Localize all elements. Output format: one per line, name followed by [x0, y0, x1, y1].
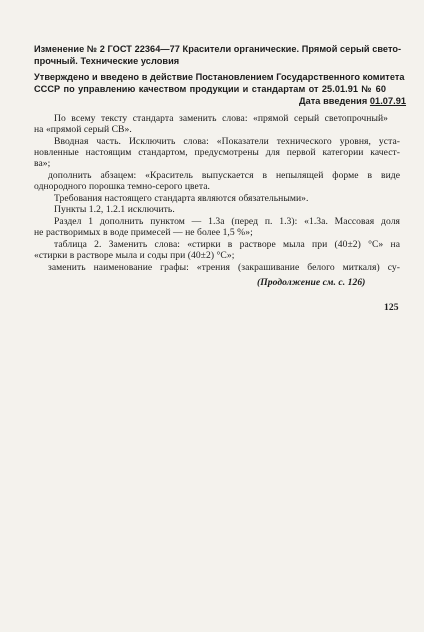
body-line: заменить наименование графы: «трения (закрашивание белого миткаля) су-	[48, 262, 400, 273]
body-line: Пункты 1.2, 1.2.1 исключить.	[54, 204, 175, 215]
body-line: однородного порошка темно-серого цвета.	[34, 181, 210, 192]
body-line: новленные настоящим стандартом, предусмотрены для первой категории качест-	[34, 147, 400, 158]
change-title-line-2: прочный. Технические условия	[34, 56, 180, 66]
body-line: не растворимых в воде примесей — не более 1,5 %»;	[34, 227, 253, 238]
body-line: «стирки в растворе мыла и соды при (40±2) °С»;	[34, 250, 235, 261]
body-line: Раздел 1 дополнить пунктом — 1.3а (перед п. 1.3): «1.3а. Массовая доля	[54, 216, 400, 227]
effective-date	[299, 96, 406, 107]
body-line: ва»;	[34, 158, 51, 169]
body-line: По всему тексту стандарта заменить слова: «прямой серый светопрочный»	[54, 113, 388, 124]
body-line: таблица 2. Заменить слова: «стирки в растворе мыла при (40±2) °С» на	[54, 239, 400, 250]
page-number: 125	[384, 302, 399, 313]
effective-date-value: 01.07.91	[369, 96, 407, 106]
change-title-line-1: Изменение № 2 ГОСТ 22364—77 Красители органические. Прямой серый свето-	[34, 44, 402, 54]
body-line: Требования настоящего стандарта являются обязательными».	[54, 193, 309, 204]
body-line: Вводная часть. Исключить слова: «Показатели технического уровня, уста-	[54, 136, 400, 147]
body-line: дополнить абзацем: «Краситель выпускается в непылящей форме в виде	[48, 170, 400, 181]
continuation-note: (Продолжение см. с. 126)	[257, 277, 366, 288]
approval-line-2: СССР по управлению качеством продукции и стандартам от 25.01.91 № 60	[34, 84, 386, 94]
body-line: на «прямой серый СВ».	[34, 124, 132, 135]
approval-line-1: Утверждено и введено в действие Постановлением Государственного комитета	[34, 72, 405, 82]
effective-date-label: Дата введения	[299, 96, 368, 106]
